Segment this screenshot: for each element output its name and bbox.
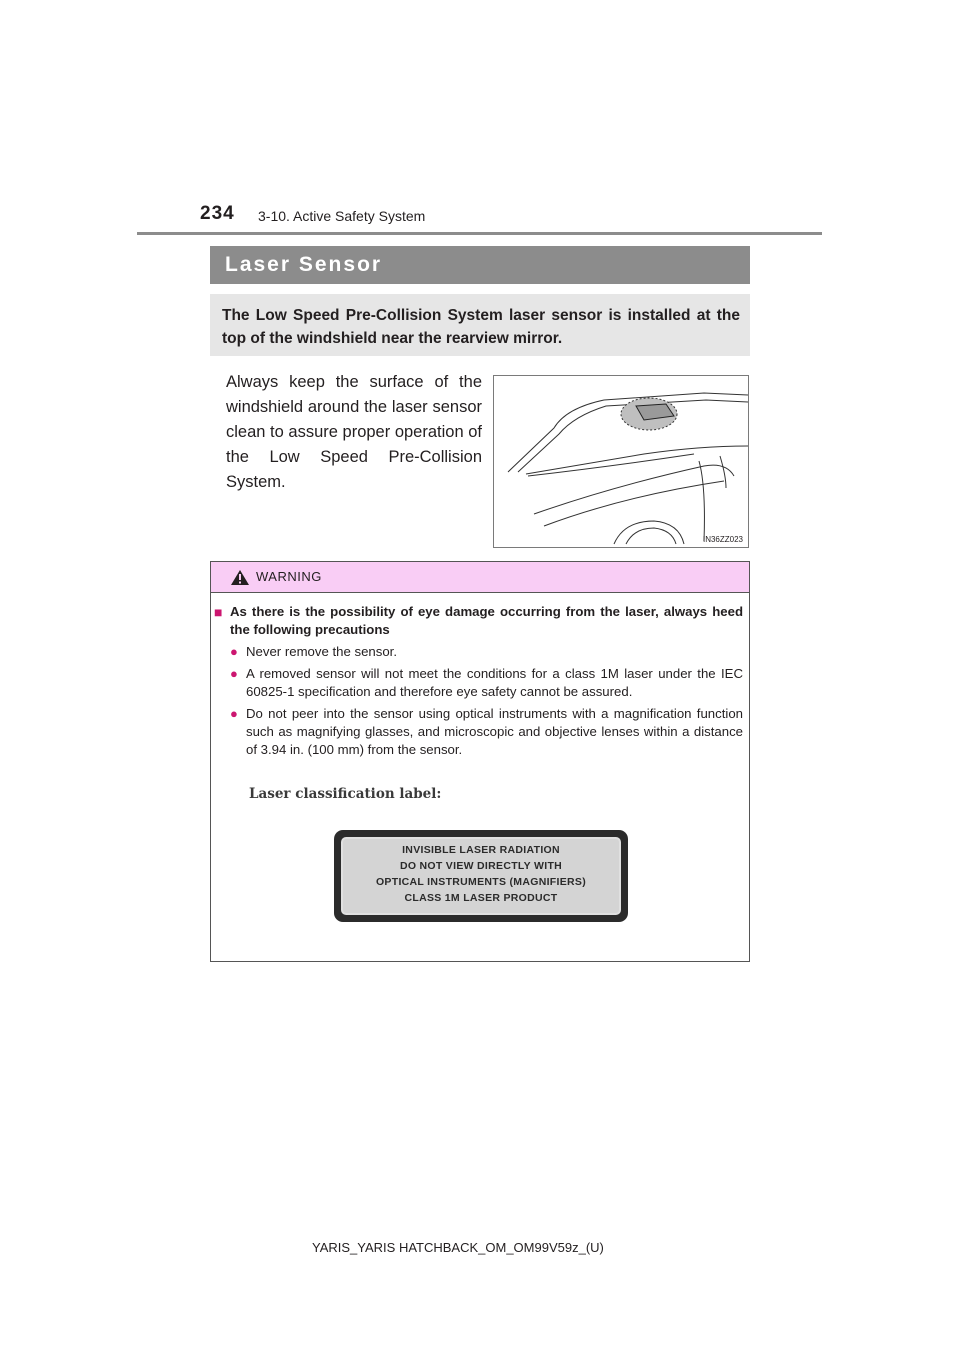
title-bar <box>210 246 750 284</box>
label-line-3: OPTICAL INSTRUMENTS (MAGNIFIERS) <box>375 876 587 888</box>
warning-bullet-2: A removed sensor will not meet the conditions for a class 1M laser under the IEC 60825-1 specification and therefore eye safety cannot be assured. <box>246 666 743 699</box>
footer-code: YARIS_YARIS HATCHBACK_OM_OM99V59z_(U) <box>312 1240 604 1255</box>
warning-bullet-1: Never remove the sensor. <box>246 644 397 659</box>
label-caption: Laser classification label: <box>249 786 442 802</box>
label-line-4: CLASS 1M LASER PRODUCT <box>404 892 558 904</box>
bullet-dot: ● <box>230 706 238 721</box>
car-sketch <box>494 376 750 549</box>
intro-text: The Low Speed Pre-Collision System laser sensor is installed at the top of the windshield near the rearview mirror. <box>222 307 740 347</box>
bullet-dot: ● <box>230 666 238 681</box>
bullet-dot: ● <box>230 644 238 659</box>
label-line-1: INVISIBLE LASER RADIATION <box>402 844 560 856</box>
warning-header <box>211 562 749 593</box>
warning-triangle-icon <box>230 569 250 586</box>
square-bullet: ■ <box>214 604 223 620</box>
label-line-2: DO NOT VIEW DIRECTLY WITH <box>399 860 563 872</box>
illustration-code: IN36ZZ023 <box>702 535 743 544</box>
intro-box <box>210 294 750 356</box>
section-title: 3-10. Active Safety System <box>258 208 426 224</box>
warning-heading: WARNING <box>256 569 322 584</box>
warning-bullet-3: Do not peer into the sensor using optical instruments with a magnification function such as magnifying glasses, and microscopic and objective lenses within a distance of 3.94 in. (100 mm) from the sensor. <box>246 706 743 757</box>
warning-main-text: As there is the possibility of eye damage occurring from the laser, always heed the following precautions <box>230 604 743 637</box>
body-text: Always keep the surface of the windshield around the laser sensor clean to assure proper operation of the Low Speed Pre-Collision System. <box>226 373 482 491</box>
warning-box <box>210 561 750 962</box>
page-title: Laser Sensor <box>225 253 383 276</box>
laser-classification-label <box>334 830 628 922</box>
header-rule <box>137 232 822 235</box>
page-number: 234 <box>200 203 235 224</box>
windshield-laser-sensor-illustration <box>493 375 749 548</box>
